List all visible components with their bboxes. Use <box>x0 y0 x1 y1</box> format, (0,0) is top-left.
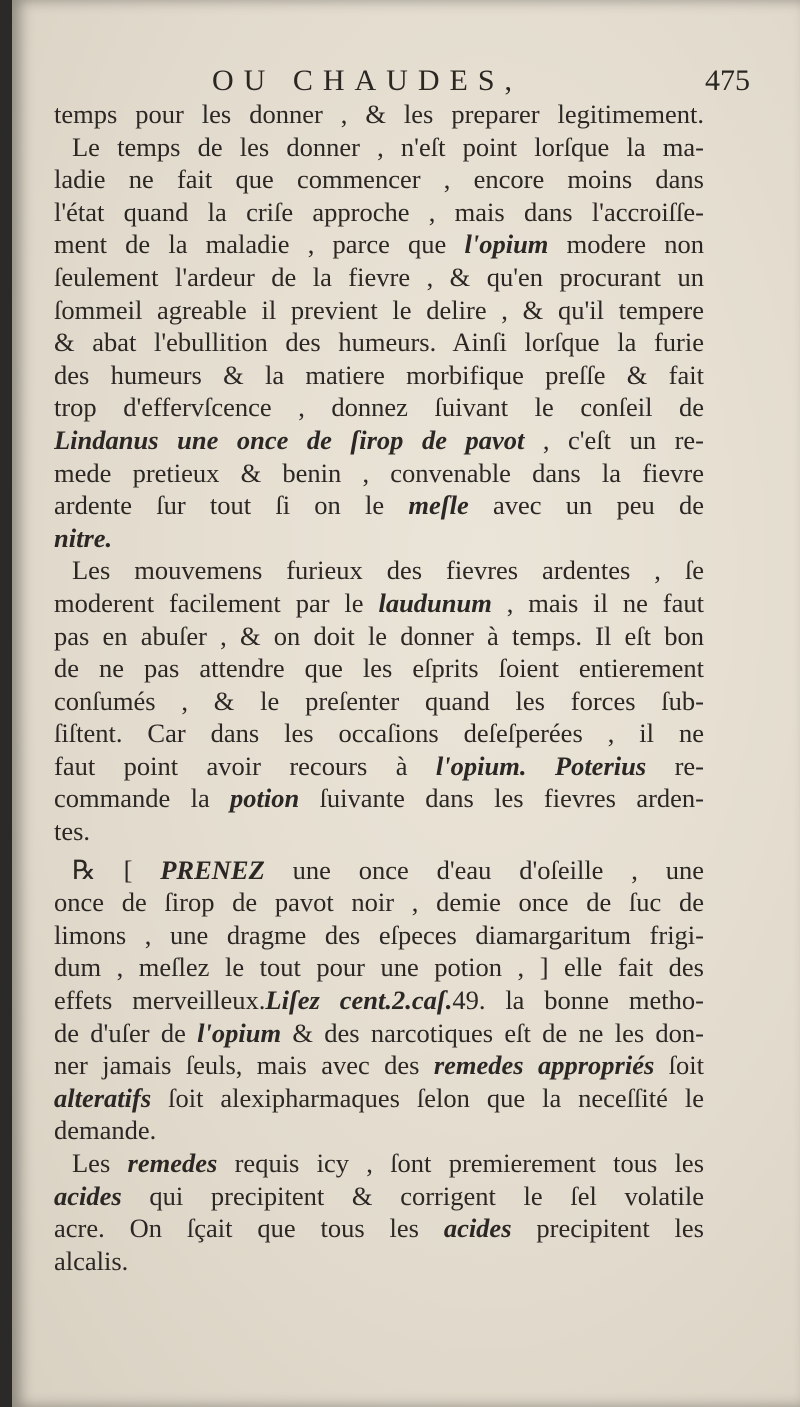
line-text-after: une once d'eau d'oſeille , une <box>264 854 704 885</box>
line-text: once de ſirop de pavot noir , demie once de ſuc de <box>54 887 704 918</box>
text-line <box>54 717 704 750</box>
italic-text: Lindanus une once de ſirop de pavot <box>54 424 525 455</box>
line-text: des humeurs & la matiere morbifique preſſe & fait <box>54 359 704 390</box>
line-text: alcalis. <box>54 1245 129 1276</box>
line-text: l'état quand la criſe approche , mais dans l'accroiſſe- <box>54 196 704 227</box>
line-text-after: re- <box>646 750 704 781</box>
text-line <box>54 815 704 848</box>
line-text-after: qui precipitent & corrigent le ſel volatile <box>121 1180 704 1211</box>
text-line <box>54 326 704 359</box>
line-text: conſumés , & le preſenter quand les forces ſub- <box>54 685 704 716</box>
italic-text: alteratifs <box>54 1082 152 1113</box>
line-text: acre. On ſçait que tous les <box>54 1213 444 1244</box>
book-page <box>12 0 800 1407</box>
line-text-after: , mais il ne faut <box>491 587 704 618</box>
line-text: moderent facilement par le <box>54 587 379 618</box>
text-line <box>54 424 704 457</box>
italic-text: remedes <box>127 1148 218 1178</box>
text-line <box>54 620 704 653</box>
italic-text: l'opium. Poterius <box>435 750 647 781</box>
text-line <box>54 652 704 685</box>
line-text-after: ſuivante dans les fievres arden- <box>299 783 704 814</box>
italic-text: l'opium <box>197 1017 282 1048</box>
line-text-after: ſoit <box>654 1050 704 1081</box>
text-line <box>54 1114 704 1147</box>
line-text-after: 49. la bonne metho- <box>452 985 704 1016</box>
line-text: Les <box>72 1148 128 1178</box>
text-line <box>54 359 704 392</box>
italic-text: acides <box>54 1180 122 1211</box>
italic-text: l'opium <box>464 229 549 260</box>
italic-text: acides <box>443 1213 512 1244</box>
line-text: limons , une dragme des eſpeces diamargaritum frigi- <box>54 919 704 950</box>
line-text: demande. <box>54 1115 157 1146</box>
text-line <box>54 522 704 555</box>
text-line <box>54 685 704 718</box>
italic-text: nitre. <box>54 522 113 553</box>
line-text-after: ſoit alexipharmaques ſelon que la neceſſité le <box>151 1082 704 1113</box>
text-line <box>54 294 704 327</box>
italic-text: meſle <box>408 490 469 521</box>
italic-text: Liſez cent.2.caſ. <box>265 985 453 1016</box>
line-text: Le temps de les donner , n'eſt point lorſque la ma- <box>72 131 704 162</box>
line-text-after: requis icy , ſont premierement tous les <box>217 1148 704 1178</box>
text-line <box>54 886 704 919</box>
text-line <box>54 1017 704 1050</box>
text-line <box>54 489 704 522</box>
line-text: effets merveilleux. <box>54 985 266 1016</box>
text-line <box>54 587 704 620</box>
body-text <box>54 98 704 1277</box>
text-line <box>54 1082 704 1115</box>
text-line <box>54 457 704 490</box>
italic-text: PRENEZ <box>160 854 265 885</box>
text-line <box>54 554 704 587</box>
line-text-after: modere non <box>548 229 704 260</box>
running-title: OU CHAUDES, <box>212 64 523 97</box>
line-text: ſommeil agreable il previent le delire , & qu'il tempere <box>54 294 704 325</box>
text-line <box>54 1147 704 1180</box>
line-text-after: & des narcotiques eſt de ne les don- <box>281 1017 704 1048</box>
line-text-after: , c'eſt un re- <box>524 424 704 455</box>
text-line <box>54 1180 704 1213</box>
italic-text: remedes appropriés <box>433 1050 655 1081</box>
line-text: mede pretieux & benin , convenable dans la fievre <box>54 457 704 488</box>
text-line <box>54 951 704 984</box>
text-line <box>54 98 704 131</box>
line-text: commande la <box>54 783 231 814</box>
text-line <box>54 1245 704 1278</box>
text-line <box>54 261 704 294</box>
text-line <box>54 1049 704 1082</box>
page-number: 475 <box>705 64 750 97</box>
italic-text: laudunum <box>378 587 492 618</box>
line-text: & abat l'ebullition des humeurs. Ainſi lorſque la furie <box>54 327 704 358</box>
line-text: ſiſtent. Car dans les occaſions deſeſperées , il ne <box>54 718 704 749</box>
line-text-after: avec un peu de <box>468 490 704 521</box>
text-line <box>54 919 704 952</box>
italic-text: potion <box>230 783 300 814</box>
line-text: pas en abuſer , & on doit le donner à temps. Il eſt bon <box>54 620 704 651</box>
line-text: temps pour les donner , & les preparer legitimement. <box>54 99 704 129</box>
line-text: de ne pas attendre que les eſprits ſoient entierement <box>54 653 704 684</box>
line-text-after: precipitent les <box>511 1213 704 1244</box>
text-line <box>54 984 704 1017</box>
text-line <box>54 228 704 261</box>
line-text: faut point avoir recours à <box>54 750 436 781</box>
text-line <box>54 854 704 887</box>
line-text: dum , meſlez le tout pour une potion , ] elle fait des <box>54 952 704 983</box>
text-line <box>54 782 704 815</box>
text-line <box>54 196 704 229</box>
text-line <box>54 1212 704 1245</box>
text-line <box>54 391 704 424</box>
line-text: ſeulement l'ardeur de la fievre , & qu'en procurant un <box>54 261 704 292</box>
text-line <box>54 131 704 164</box>
line-text: ment de la maladie , parce que <box>54 229 465 260</box>
line-text: ℞ [ <box>72 854 161 885</box>
line-text: ladie ne fait que commencer , encore moins dans <box>54 164 704 195</box>
line-text: tes. <box>54 816 91 847</box>
text-line <box>54 750 704 783</box>
line-text: trop d'effervſcence , donnez ſuivant le conſeil de <box>54 392 704 423</box>
line-text: ner jamais ſeuls, mais avec des <box>54 1050 434 1081</box>
line-text: Les mouvemens furieux des fievres ardentes , ſe <box>72 555 704 586</box>
text-line <box>54 163 704 196</box>
line-text: ardente ſur tout ſi on le <box>54 490 409 521</box>
line-text: de d'uſer de <box>54 1017 198 1048</box>
